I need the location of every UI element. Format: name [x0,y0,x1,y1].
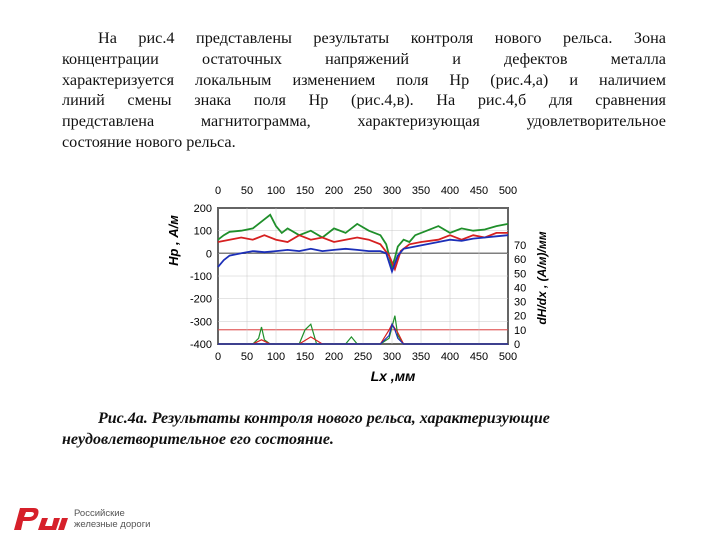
y-axis-label-right: dH/dx , (А/м)/мм [535,231,549,325]
y-tick-left: 200 [193,203,212,215]
y-tick-left: 0 [205,248,212,261]
caption-line: Рис.4а. Результаты контроля нового рельса, характеризующие [98,410,550,427]
y-tick-left: -300 [189,316,212,329]
y-tick-left: -200 [189,293,212,306]
y-tick-left: -400 [189,339,212,351]
x-tick-bottom: 350 [411,351,431,363]
x-tick-top: 350 [411,185,431,197]
x-tick-bottom: 150 [295,351,315,363]
x-tick-top: 50 [240,185,254,197]
x-tick-bottom: 50 [240,351,254,363]
paragraph-line: представлена магнитограмма, характеризующая удовлетворительное [62,112,666,131]
x-tick-bottom: 500 [498,351,518,363]
paragraph-line: На рис.4 представлены результаты контроля нового рельса. Зона [98,29,666,47]
rzd-logo-icon [14,508,68,530]
magnetogram-chart [158,178,558,388]
x-tick-top: 500 [498,185,518,197]
x-tick-bottom: 100 [266,351,286,363]
x-tick-top: 150 [295,185,315,197]
rzd-logo [8,500,168,536]
x-tick-bottom: 400 [440,351,460,363]
x-tick-bottom: 0 [214,351,222,363]
y-tick-right: 70 [514,240,527,252]
y-tick-right: 0 [514,339,521,351]
x-tick-top: 450 [469,185,489,197]
paragraph-line: состояние нового рельса. [62,132,236,151]
paragraph-line: характеризуется локальным изменением поля Нр (рис.4,а) и наличием [62,70,666,89]
y-tick-left: 100 [193,225,212,238]
y-tick-right: 50 [514,268,527,281]
x-tick-bottom: 250 [353,351,373,363]
x-tick-top: 250 [353,185,373,197]
y-tick-right: 30 [514,296,527,309]
x-tick-bottom: 300 [382,351,402,363]
x-tick-top: 200 [324,185,344,197]
logo-line-2: железные дороги [74,519,151,530]
y-tick-right: 60 [514,254,527,267]
figure-caption [62,408,666,450]
y-tick-left: -100 [189,271,212,283]
caption-line: неудовлетворительное его состояние. [62,431,334,448]
x-tick-top: 0 [214,185,222,197]
logo-line-1: Российские [74,508,125,519]
y-tick-right: 40 [514,282,527,295]
y-tick-right: 20 [514,310,527,323]
y-axis-label-left: Hp , А/м [166,215,181,266]
x-tick-bottom: 200 [324,351,344,363]
x-tick-top: 100 [266,185,286,197]
paragraph-line: концентрации остаточных напряжений и дефектов металла [62,49,666,68]
body-paragraph [62,28,666,153]
paragraph-line: линий смены знака поля Нр (рис.4,в). На рис.4,б для сравнения [62,91,666,110]
y-tick-right: 10 [514,324,527,337]
x-axis-label: Lx ,мм [370,368,416,384]
x-tick-bottom: 450 [469,351,489,363]
x-tick-top: 300 [382,185,402,197]
x-tick-top: 400 [440,185,460,197]
